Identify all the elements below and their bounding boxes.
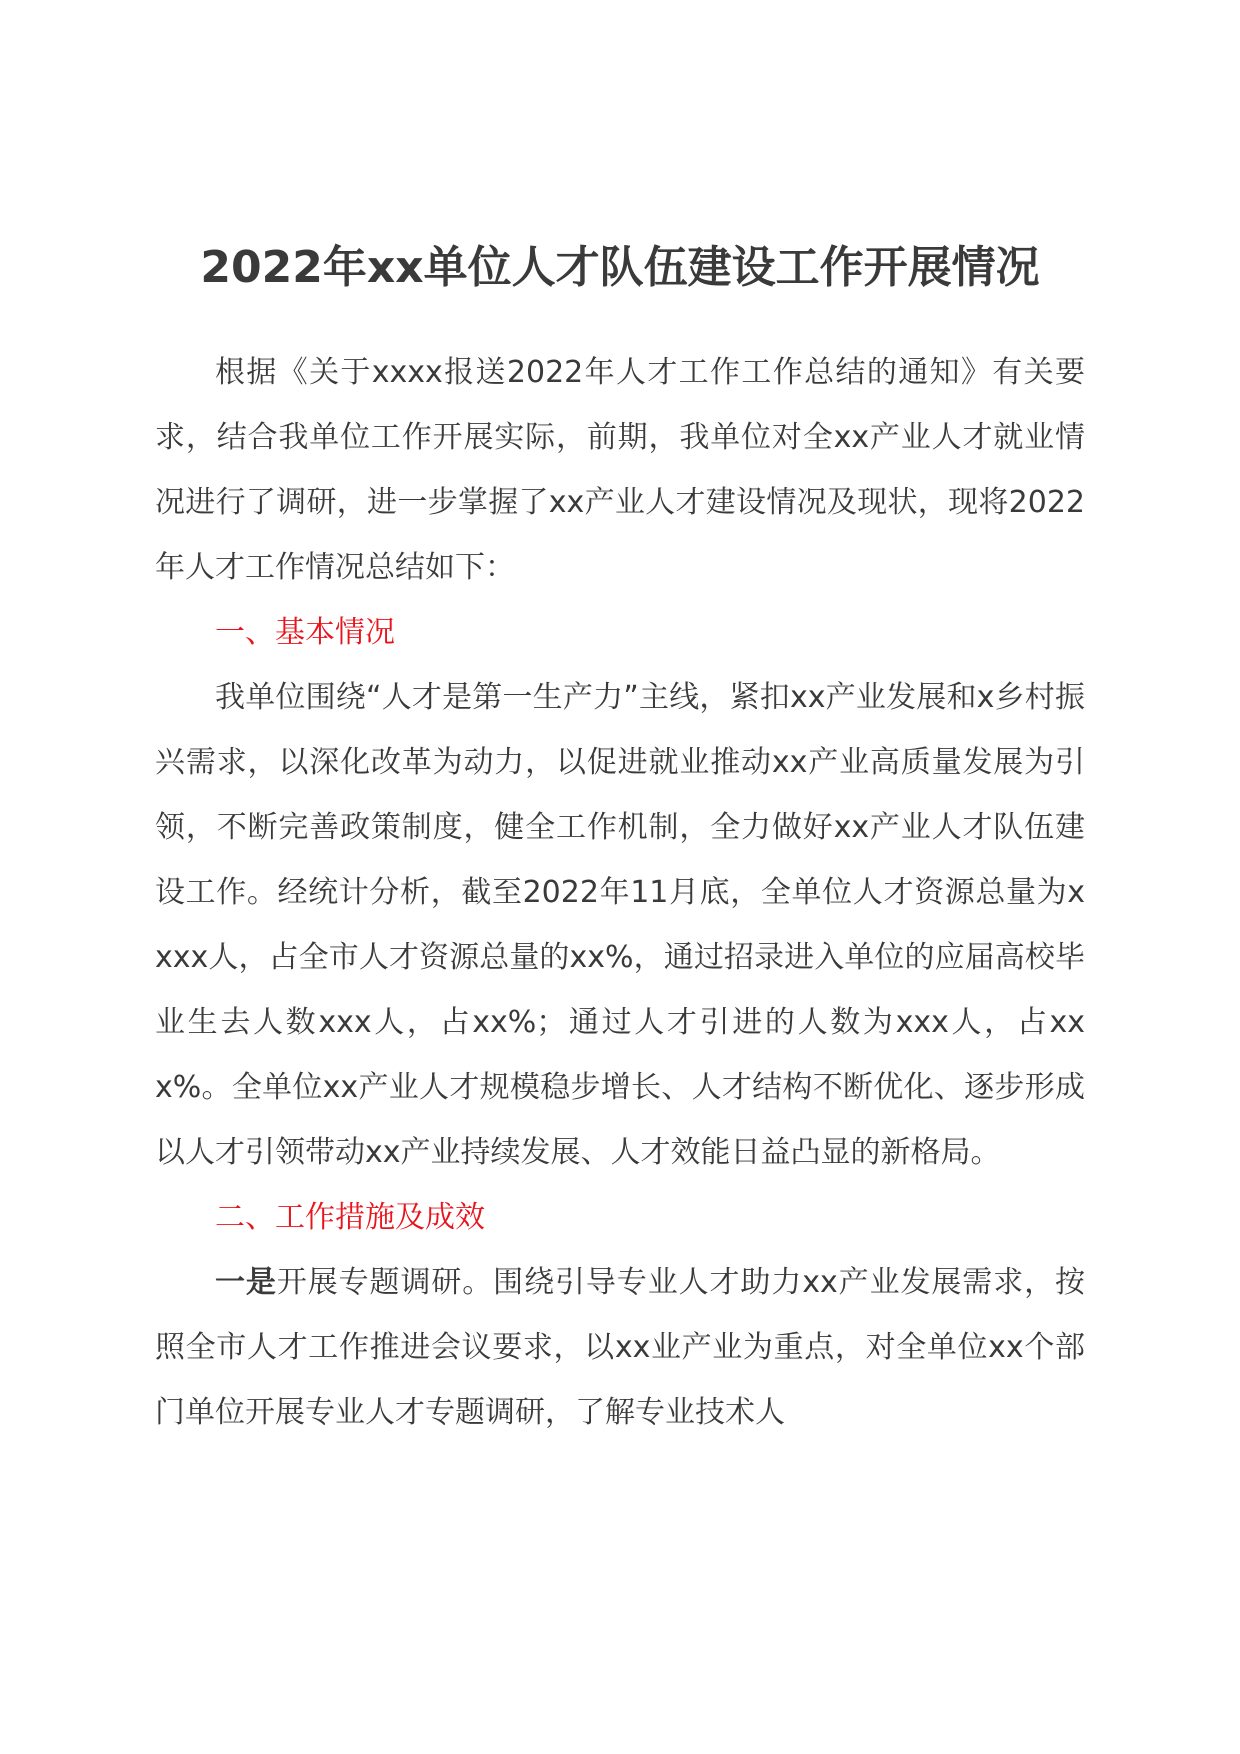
intro-paragraph: 根据《关于xxxx报送2022年人才工作工作总结的通知》有关要求，结合我单位工作开展实际，前期，我单位对全xx产业人才就业情况进行了调研，进一步掌握了xx产业人才建设情况及现状，现将2022年人才工作情况总结如下：	[155, 355, 1085, 585]
measures-paragraph	[155, 1250, 1085, 1445]
document-body	[155, 340, 1085, 1445]
document-title: 2022年xx单位人才队伍建设工作开展情况	[200, 242, 1040, 293]
section-heading-basic-situation: 一、基本情况	[215, 615, 395, 650]
measure-text: 开展专题调研。围绕引导专业人才助力xx产业发展需求，按照全市人才工作推进会议要求，以xx业产业为重点，对全单位xx个部门单位开展专业人才专题调研，了解专业技术人	[155, 1265, 1086, 1430]
section-heading-measures-results: 二、工作措施及成效	[215, 1200, 485, 1235]
basic-situation-paragraph: 我单位围绕“人才是第一生产力”主线，紧扣xx产业发展和x乡村振兴需求，以深化改革为动力，以促进就业推动xx产业高质量发展为引领，不断完善政策制度，健全工作机制，全力做好xx产业人才队伍建设工作。经统计分析，截至2022年11月底，全单位人才资源总量为xxxx人，占全市人才资源总量的xx%，通过招录进入单位的应届高校毕业生去人数xxx人，占xx%；通过人才引进的人数为xxx人，占xxx%。全单位xx产业人才规模稳步增长、人才结构不断优化、逐步形成以人才引领带动xx产业持续发展、人才效能日益凸显的新格局。	[155, 680, 1085, 1170]
measure-lead-label: 一是	[215, 1265, 277, 1300]
